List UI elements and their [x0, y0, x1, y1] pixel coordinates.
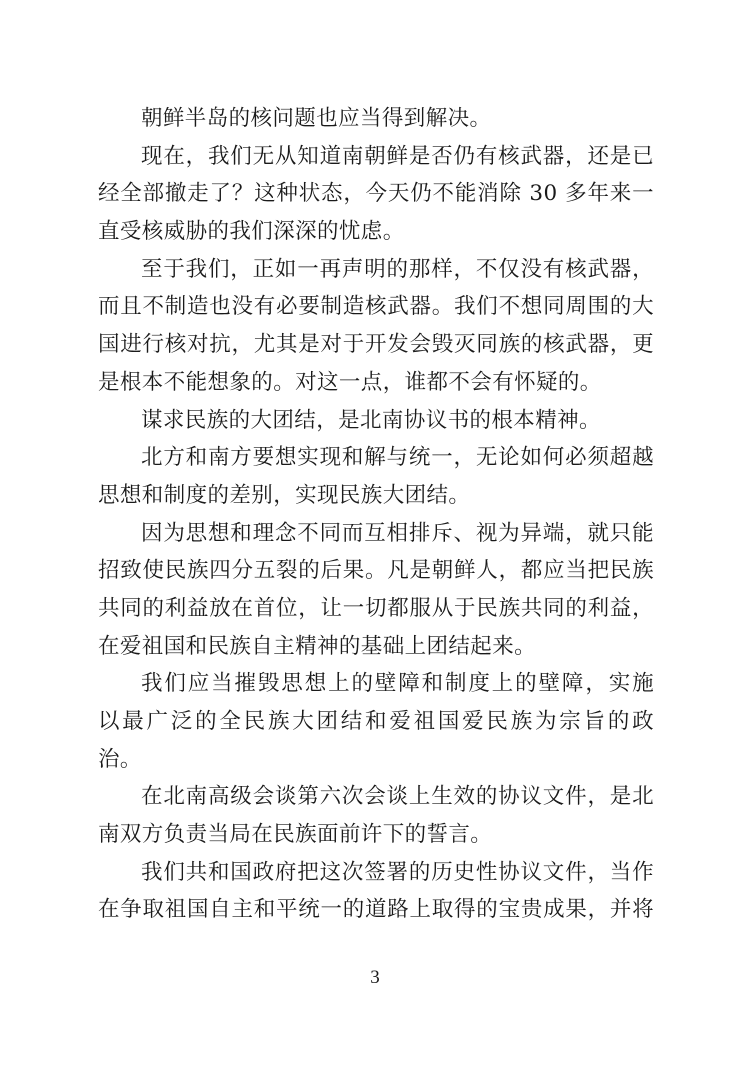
- text-line: 朝鲜半岛的核问题也应当得到解决。: [141, 106, 492, 131]
- text-line: 现在，我们无从知道南朝鲜是否仍有核武器，还是已: [141, 143, 654, 169]
- text-line: 是根本不能想象的。对这一点，谁都不会有怀疑的。: [98, 369, 602, 395]
- text-line: 思想和制度的差别，实现民族大团结。: [98, 482, 471, 508]
- page-number: 3: [370, 967, 380, 988]
- text-line: 经全部撤走了？这种状态，今天仍不能消除 30 多年来一: [98, 181, 654, 207]
- text-line: 我们共和国政府把这次签署的历史性协议文件，当作: [141, 859, 654, 885]
- text-line: 以最广泛的全民族大团结和爱祖国爱民族为宗旨的政: [98, 709, 654, 734]
- text-line: 在爱祖国和民族自主精神的基础上团结起来。: [98, 633, 537, 659]
- text-line: 谋求民族的大团结，是北南协议书的根本精神。: [141, 407, 601, 433]
- text-line: 至于我们，正如一再声明的那样，不仅没有核武器，: [141, 256, 654, 282]
- text-line: 南双方负责当局在民族面前许下的誓言。: [98, 822, 493, 848]
- text-line: 治。: [98, 746, 142, 772]
- text-line: 因为思想和理念不同而互相排斥、视为异端，就只能: [141, 520, 654, 546]
- text-line: 北方和南方要想实现和解与统一，无论如何必须超越: [141, 445, 654, 471]
- text-line: 共同的利益放在首位，让一切都服从于民族共同的利益，: [98, 595, 654, 621]
- text-line: 招致使民族四分五裂的后果。凡是朝鲜人，都应当把民族: [98, 558, 654, 584]
- text-line: 而且不制造也没有必要制造核武器。我们不想同周围的大: [98, 294, 654, 320]
- text-line: 国进行核对抗，尤其是对于开发会毁灭同族的核武器，更: [98, 332, 654, 358]
- text-line: 在争取祖国自主和平统一的道路上取得的宝贵成果，并将: [98, 897, 654, 923]
- text-line: 直受核威胁的我们深深的忧虑。: [98, 219, 405, 245]
- body-text: [98, 100, 654, 929]
- text-line: 我们应当摧毁思想上的壁障和制度上的壁障，实施: [141, 671, 654, 697]
- text-line: 在北南高级会谈第六次会谈上生效的协议文件，是北: [141, 784, 654, 810]
